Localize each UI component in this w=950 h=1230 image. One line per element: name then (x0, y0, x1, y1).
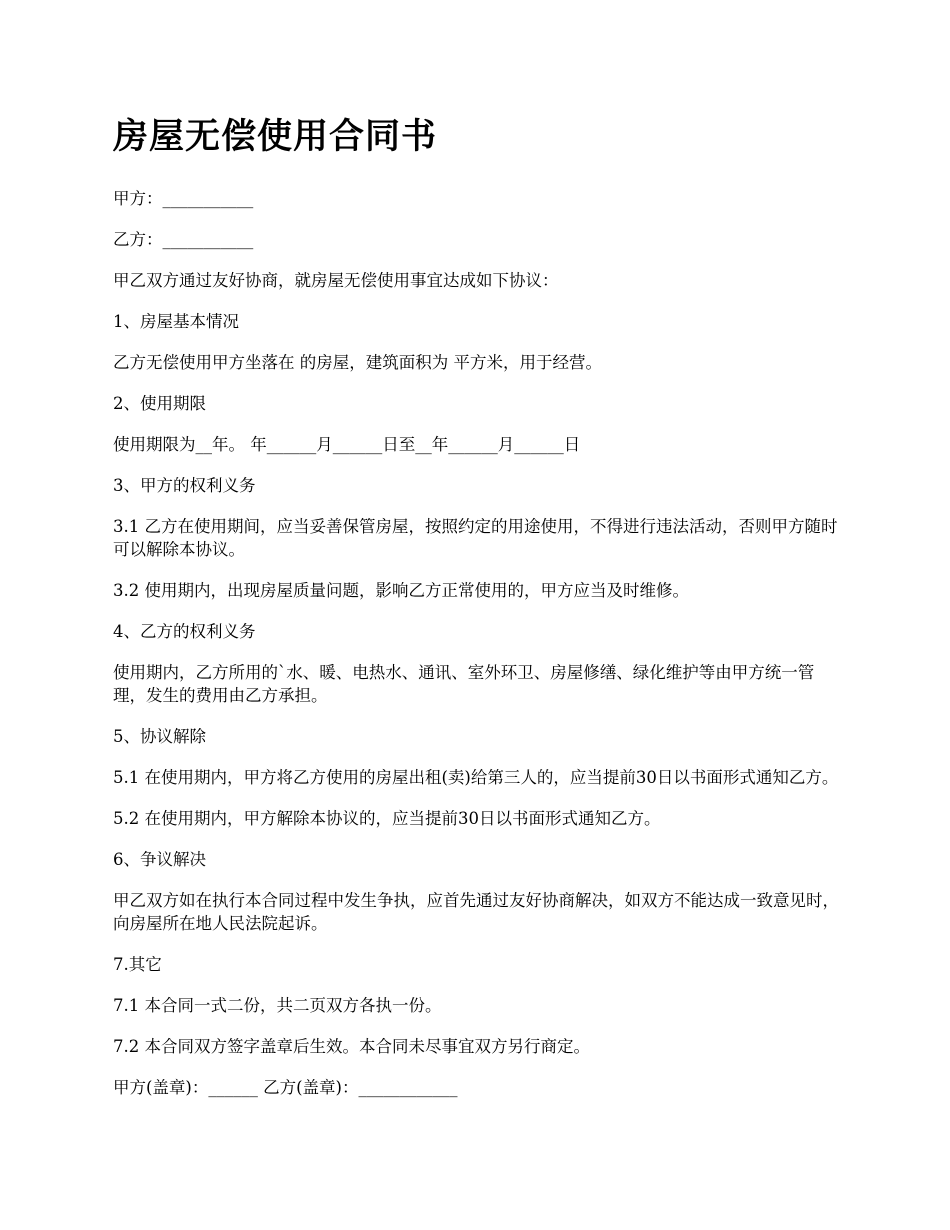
document-title: 房屋无偿使用合同书 (113, 116, 438, 157)
clause-5-1: 5.1 在使用期内，甲方将乙方使用的房屋出租(卖)给第三人的，应当提前30日以书面形式通知乙方。 (113, 768, 839, 787)
section-heading-1: 1、房屋基本情况 (113, 312, 239, 331)
section-heading-6: 6、争议解决 (113, 850, 206, 869)
clause-3-2: 3.2 使用期内，出现房屋质量问题，影响乙方正常使用的，甲方应当及时维修。 (113, 581, 689, 600)
document-page (113, 112, 843, 1117)
clause-5-2: 5.2 在使用期内，甲方解除本协议的，应当提前30日以书面形式通知乙方。 (113, 809, 661, 828)
party-b-line: 乙方：___________ (113, 230, 254, 249)
clause-7-1: 7.1 本合同一式二份，共二页双方各执一份。 (113, 996, 442, 1015)
clause-7-2: 7.2 本合同双方签字盖章后生效。本合同未尽事宜双方另行商定。 (113, 1037, 590, 1056)
section-heading-2: 2、使用期限 (113, 394, 206, 413)
section-heading-7: 7.其它 (113, 955, 162, 974)
section-heading-4: 4、乙方的权利义务 (113, 622, 256, 641)
section-1-body: 乙方无偿使用甲方坐落在 的房屋，建筑面积为 平方米，用于经营。 (113, 353, 602, 372)
signature-line: 甲方(盖章)：______ 乙方(盖章)：____________ (113, 1078, 458, 1097)
clause-3-1: 3.1 乙方在使用期间，应当妥善保管房屋，按照约定的用途使用，不得进行违法活动，否则甲方随时可以解除本协议。 (113, 517, 838, 559)
section-heading-5: 5、协议解除 (113, 727, 206, 746)
section-2-body: 使用期限为__年。 年______月______日至__年______月______日 (113, 435, 581, 454)
section-heading-3: 3、甲方的权利义务 (113, 476, 256, 495)
party-a-line: 甲方：___________ (113, 189, 254, 208)
section-4-body: 使用期内，乙方所用的`水、暖、电热水、通讯、室外环卫、房屋修缮、绿化维护等由甲方统一管理，发生的费用由乙方承担。 (113, 663, 815, 705)
section-6-body: 甲乙双方如在执行本合同过程中发生争执，应首先通过友好协商解决，如双方不能达成一致意见时，向房屋所在地人民法院起诉。 (113, 891, 839, 933)
intro-paragraph: 甲乙双方通过友好协商，就房屋无偿使用事宜达成如下协议： (113, 271, 559, 290)
